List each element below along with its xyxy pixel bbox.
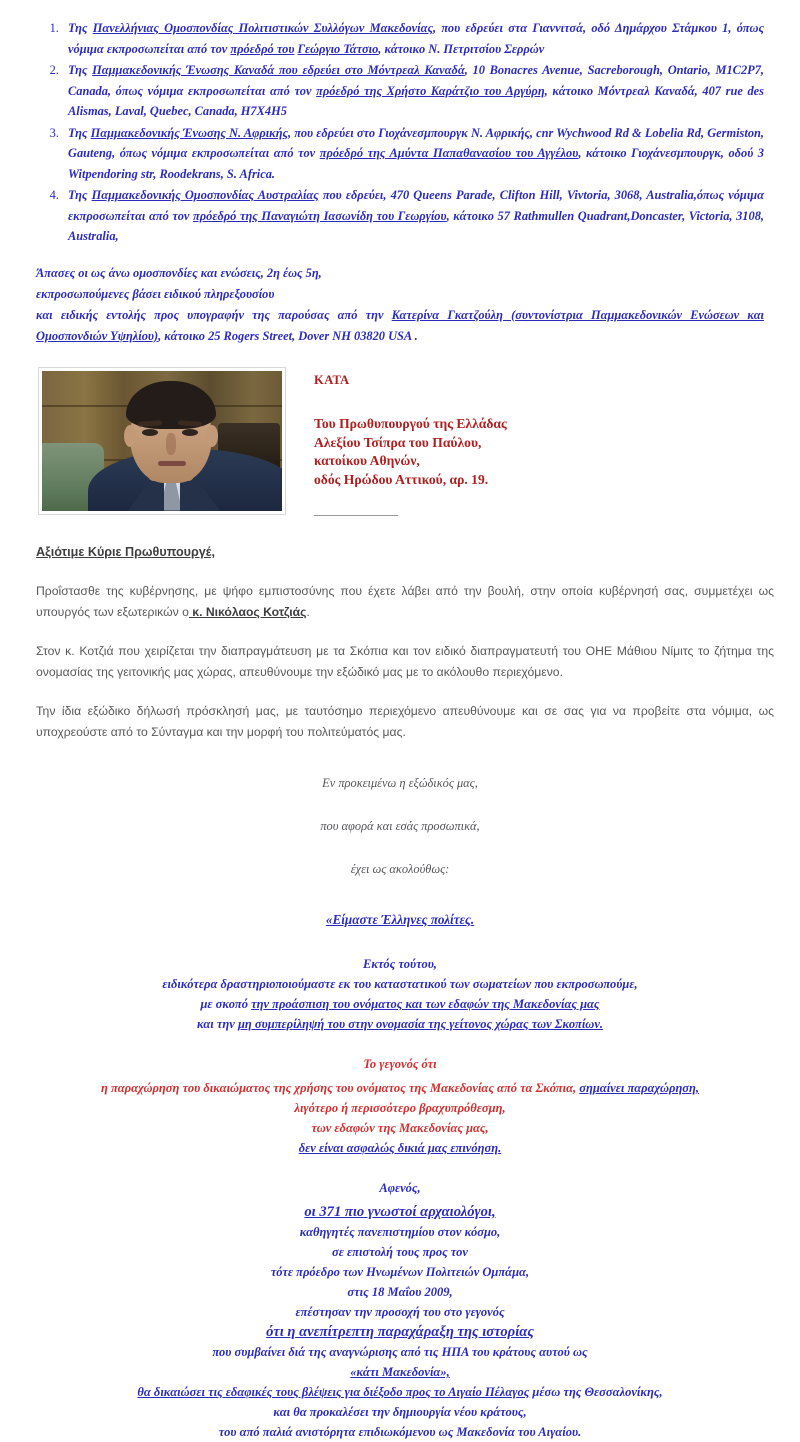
underlined-run: Παμμακεδονικής Ένωσης Καναδά που εδρεύει στο Μόντρεαλ Καναδά bbox=[92, 63, 465, 77]
list-item bbox=[62, 123, 764, 185]
underlined-run: Γεώργιο Τάτσιο bbox=[297, 41, 379, 56]
declaration-group-2 bbox=[0, 1054, 800, 1158]
mouth bbox=[158, 461, 186, 466]
declaration-fragment-underlined: σημαίνει παραχώρηση, bbox=[579, 1081, 700, 1095]
declaration-line: σε επιστολή τους προς τον bbox=[332, 1245, 468, 1259]
representation-prefix: και ειδικής εντολής προς υπογραφήν της παρούσας από την bbox=[36, 307, 392, 322]
organisation-list bbox=[0, 0, 800, 247]
addressee-line: κατοίκου Αθηνών, bbox=[314, 453, 420, 468]
org-entry-4-text bbox=[68, 188, 764, 243]
addressee-line: Του Πρωθυπουργού της Ελλάδας bbox=[314, 416, 507, 431]
declaration-group-3 bbox=[0, 1178, 800, 1442]
underlined-run: Παμμακεδονικής Ένωσης Ν. Αφρικής bbox=[90, 125, 289, 140]
ear-right bbox=[206, 425, 218, 447]
plain-run: , που εδρεύει στα Γιαννιτσά, οδό Δημάρχου Στάμκου 1, όπως νόμιμα εκπροσωπείται από τον bbox=[68, 21, 764, 56]
letter-paragraph-3: Την ίδια εξώδικο δήλωσή πρόσκλησή μας, με ταυτόσημο περιεχόμενο απευθύνουμε και σε σας για να προβείτε στα νόμιμα, ως υποχρεούστε από το Σύνταγμα και την μορφή του πολιτεύματός μας. bbox=[36, 704, 774, 739]
centered-intro bbox=[0, 773, 800, 880]
declaration-line: στις 18 Μαΐου 2009, bbox=[347, 1285, 453, 1299]
plain-run: , κάτοικο Ν. Πετριτσίου Σερρών bbox=[378, 41, 545, 56]
declaration-line bbox=[0, 1382, 800, 1402]
declaration-line: και θα προκαλέσει την δημιουργία νέου κράτους, bbox=[273, 1405, 527, 1419]
declaration-line: λιγότερο ή περισσότερο βραχυπρόθεσμη, bbox=[294, 1101, 506, 1115]
plain-run: , κάτοικο 57 Rathmullen Quadrant,Doncaster, Victoria, 3108, Australia, bbox=[68, 208, 764, 243]
eye-right bbox=[182, 429, 198, 436]
declaration-fragment: η παραχώρηση του δικαιώματος της χρήσης του ονόματος της Μακεδονίας από τα Σκόπια, bbox=[100, 1081, 580, 1095]
declaration-line-underlined: δεν είναι ασφαλώς δικιά μας επινόηση. bbox=[298, 1141, 502, 1155]
declaration-block bbox=[0, 910, 800, 1442]
addressee-line: Αλεξίου Τσίπρα του Παύλου, bbox=[314, 434, 482, 450]
representation-line-3 bbox=[36, 305, 764, 347]
paragraph-1-prefix: Προΐστασθε της κυβέρνησης, με ψήφο εμπιστοσύνης που έχετε λάβει από την βουλή, στην οποία κυβέρνησή σας, συμμετέχει ως υπουργός των εξωτερικών ο bbox=[36, 584, 774, 619]
underlined-run: Παμμακεδονικής Ομοσπονδίας Αυστραλίας bbox=[91, 188, 319, 202]
letter-paragraph-1 bbox=[36, 581, 774, 623]
org-entry-2-text bbox=[68, 63, 764, 118]
declaration-fragment: με σκοπό bbox=[200, 997, 252, 1011]
declaration-line: που συμβαίνει διά της αναγνώρισης από τις ΗΠΑ του κράτους αυτού ως bbox=[212, 1345, 588, 1359]
addressee-line: οδός Ηρώδου Αττικού, αρ. 19. bbox=[314, 471, 489, 487]
declaration-group-1 bbox=[0, 954, 800, 1034]
declaration-line: επέστησαν την προσοχή του στο γεγονός bbox=[295, 1305, 505, 1319]
declaration-fragment: μέσω της Θεσσαλονίκης, bbox=[529, 1385, 663, 1399]
underlined-run: Πανελλήνιας Ομοσπονδίας Πολιτιστικών Συλλόγων Μακεδονίας bbox=[92, 21, 433, 35]
nose bbox=[166, 433, 176, 455]
declaration-headline: «Είμαστε Έλληνες πολίτες. bbox=[325, 912, 475, 927]
letter-body bbox=[0, 542, 800, 743]
list-item bbox=[62, 185, 764, 247]
representation-block bbox=[0, 263, 800, 347]
salutation: Αξιότιμε Κύριε Πρωθυπουργέ, bbox=[36, 545, 215, 559]
intro-line: που αφορά και εσάς προσωπικά, bbox=[320, 819, 480, 833]
minister-name: κ. Νικόλαος Κοτζιάς bbox=[188, 605, 307, 619]
declaration-fragment-underlined: θα δικαιώσει τις εδαφικές τους βλέψεις για διέξοδο προς το Αιγαίο Πέλαγος bbox=[137, 1385, 530, 1399]
signature-rule bbox=[314, 515, 398, 516]
history-falsification-line: ότι η ανεπίτρεπτη παραχάραξη της ιστορίας bbox=[266, 1324, 534, 1340]
intro-line: έχει ως ακολούθως: bbox=[350, 862, 450, 876]
declaration-line: τότε πρόεδρο των Ηνωμένων Πολιτειών Ομπάμα, bbox=[270, 1265, 530, 1279]
eyebrow-right bbox=[178, 420, 202, 427]
underlined-run: πρόεδρό της Αμύντα Παπαθανασίου του Αγγέλου bbox=[319, 146, 579, 160]
declaration-line bbox=[0, 1014, 800, 1034]
plain-run: Της bbox=[68, 63, 93, 77]
declaration-fragment: και την bbox=[196, 1017, 238, 1031]
declaration-line: Εκτός τούτου, bbox=[363, 957, 437, 971]
addressee-block bbox=[314, 367, 507, 517]
plain-run: Της bbox=[68, 188, 92, 202]
underlined-run: πρόεδρό της Χρήστο Καράτζιο του Αργύρη bbox=[316, 83, 545, 98]
portrait-photo bbox=[42, 371, 282, 511]
intro-line: Εν προκειμένω η εξώδικός μας, bbox=[322, 776, 478, 790]
representation-line-1: Άπασες οι ως άνω ομοσπονδίες και ενώσεις, 2η έως 5η, bbox=[36, 265, 322, 280]
org-entry-3-text bbox=[68, 126, 764, 181]
plain-run: Της bbox=[68, 125, 91, 140]
declaration-fragment-underlined: μη συμπερίληψή του στην ονομασία της γείτονος χώρας των Σκοπίων. bbox=[237, 1017, 604, 1031]
representation-signatory: Κατερίνα Γκατζούλη (συντονίστρια Παμμακεδονικών Ενώσεων και Ομοσπονδιών Υψηλίου) bbox=[36, 307, 764, 343]
underlined-run: πρόεδρό της Παναγιώτη Ιασωνίδη του Γεωργίου bbox=[193, 208, 447, 223]
underlined-run: πρόεδρό του bbox=[230, 41, 295, 56]
letter-paragraph-2: Στον κ. Κοτζιά που χειρίζεται την διαπραγμάτευση με τα Σκόπια και τον ειδικό διαπραγματευτή του ΟΗΕ Μάθιου Νίμιτς το ζήτημα της ονομασίας της γειτονικής μας χώρας, απευθύνουμε την εξώδικό μας με το ακόλουθο περιεχόμενο. bbox=[36, 644, 774, 679]
list-item bbox=[62, 60, 764, 122]
plain-run: , 10 Bonacres Avenue, Sacreborough, Ontario, M1C2P7, Canada, όπως νόμιμα εκπροσωπείται από τον bbox=[68, 63, 764, 98]
against-label: ΚΑΤΑ bbox=[314, 372, 350, 387]
plain-run: , που εδρεύει στο Γιοχάνεσμπουργκ Ν. Αφρικής, cnr Wychwood Rd & Lobelia Rd, Germiston, Gauteng, όπως νόμιμα εκπροσωπείται από τον bbox=[68, 125, 764, 160]
declaration-line: των εδαφών της Μακεδονίας μας, bbox=[311, 1121, 489, 1135]
declaration-line: ειδικότερα δραστηριοποιούμαστε εκ του καταστατικού των σωματείων που εκπροσωπούμε, bbox=[162, 977, 638, 991]
declaration-fragment-underlined: την προάσπιση του ονόματος και των εδαφών της Μακεδονίας μας bbox=[251, 997, 600, 1011]
declaration-line-underlined: «κάτι Μακεδονία», bbox=[350, 1365, 450, 1379]
declaration-line bbox=[0, 994, 800, 1014]
plain-run: που εδρεύει, 470 Queens Parade, Clifton Hill, Vivtoria, 3068, Australia,όπως νόμιμα εκπροσωπείται από τον bbox=[68, 188, 765, 223]
org-entry-1-text bbox=[68, 21, 764, 56]
eyebrow-left bbox=[138, 420, 162, 427]
declaration-line: καθηγητές πανεπιστημίου στον κόσμο, bbox=[299, 1225, 501, 1239]
representation-line-2: εκπροσωπούμενες βάσει ειδικού πληρεξουσίου bbox=[36, 286, 275, 301]
plain-run: , κάτοικο Μόντρεαλ Καναδά, 407 rue des Alismas, Laval, Quebec, Canada, H7X4H5 bbox=[68, 83, 765, 118]
plain-run: Της bbox=[68, 21, 93, 35]
declaration-line: του από παλιά ανιστόρητα επιδιωκόμενου ως Μακεδονία του Αιγαίου. bbox=[218, 1425, 582, 1439]
photo-and-addressee bbox=[0, 367, 800, 517]
portrait-photo-frame bbox=[38, 367, 286, 515]
declaration-lead: Αφενός, bbox=[379, 1181, 421, 1195]
paragraph-1-suffix: . bbox=[306, 605, 310, 619]
plain-run: , κάτοικο Γιοχάνεσμπουργκ, οδού 3 Witpendoring str, Roodekrans, S. Africa. bbox=[68, 146, 765, 181]
list-item bbox=[62, 18, 764, 59]
declaration-line bbox=[0, 1078, 800, 1098]
archaeologists-headline: οι 371 πιο γνωστοί αρχαιολόγοι, bbox=[304, 1204, 496, 1220]
representation-suffix: , κάτοικο 25 Rogers Street, Dover NH 03820 USA . bbox=[158, 328, 418, 343]
eye-left bbox=[142, 429, 158, 436]
declaration-lead: Το γεγονός ότι bbox=[363, 1057, 437, 1071]
ear-left bbox=[124, 425, 136, 447]
